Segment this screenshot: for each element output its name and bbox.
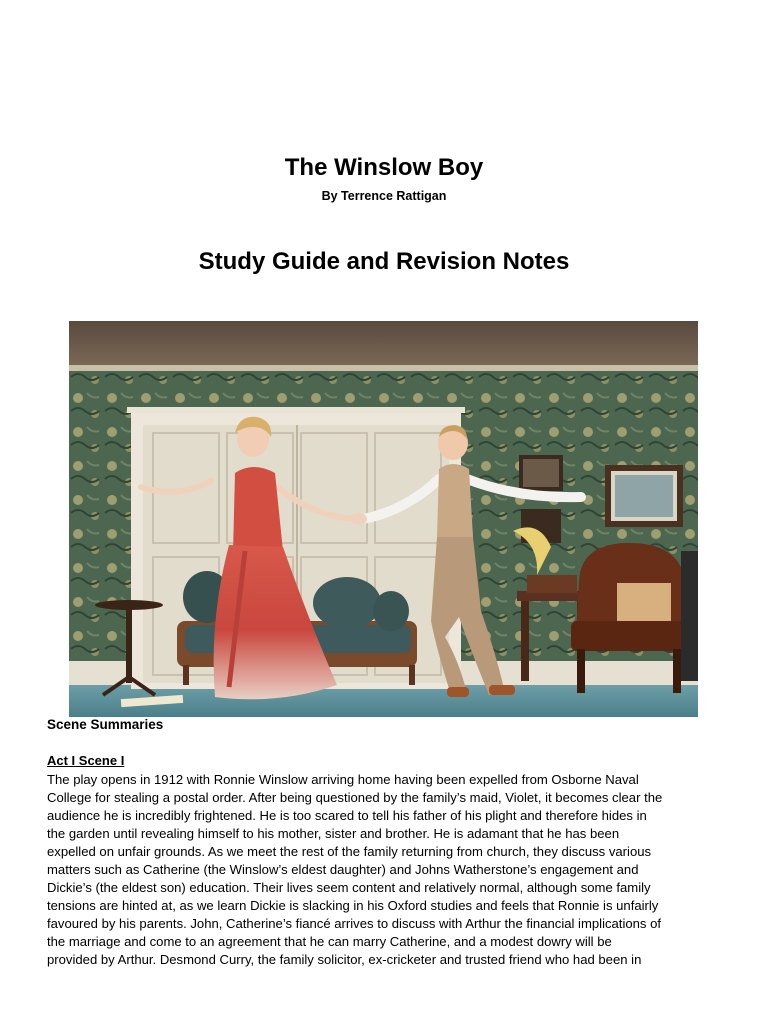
paragraph-line: Dickie’s (the eldest son) education. Their lives seem content and relatively normal, although some family: [47, 880, 651, 895]
stage-production-photo: [69, 321, 698, 717]
paragraph-line: tensions are hinted at, as we learn Dickie is slacking in his Oxford studies and feels that Ronnie is unfairly: [47, 898, 659, 913]
scene-heading-act1-scene1: Act I Scene I: [47, 753, 125, 768]
paragraph-line: the marriage and come to an agreement that he can marry Catherine, and a modest dowry will be: [47, 934, 612, 949]
paragraph-line: favoured by his parents. John, Catherine’s fiancé arrives to discuss with Arthur the financial implications of: [47, 916, 662, 931]
paragraph-line: the garden until revealing himself to his mother, sister and brother. He is adamant that he has been: [47, 826, 620, 841]
section-heading-scene-summaries: Scene Summaries: [47, 717, 164, 732]
paragraph-line: College for stealing a postal order. After being questioned by the family’s maid, Violet, it becomes clear the: [47, 790, 663, 805]
paragraph-line: matters such as Catherine (the Winslow’s eldest daughter) and Johns Watherstone’s engagement and: [47, 862, 639, 877]
paragraph-line: provided by Arthur. Desmond Curry, the family solicitor, ex-cricketer and trusted friend who had been in: [47, 952, 642, 967]
document-title: The Winslow Boy: [284, 154, 484, 181]
paragraph-line: audience he is incredibly frightened. He is too scared to tell his father of his plight and therefore hides in: [47, 808, 647, 823]
scene-summary-paragraph: [47, 771, 723, 969]
paragraph-line: The play opens in 1912 with Ronnie Winslow arriving home having been expelled from Osborne Naval: [47, 772, 639, 787]
document-subtitle: Study Guide and Revision Notes: [198, 248, 570, 275]
author-byline: By Terrence Rattigan: [321, 189, 447, 203]
paragraph-line: expelled on unfair grounds. As we meet the rest of the family returning from church, they discuss various: [47, 844, 652, 859]
